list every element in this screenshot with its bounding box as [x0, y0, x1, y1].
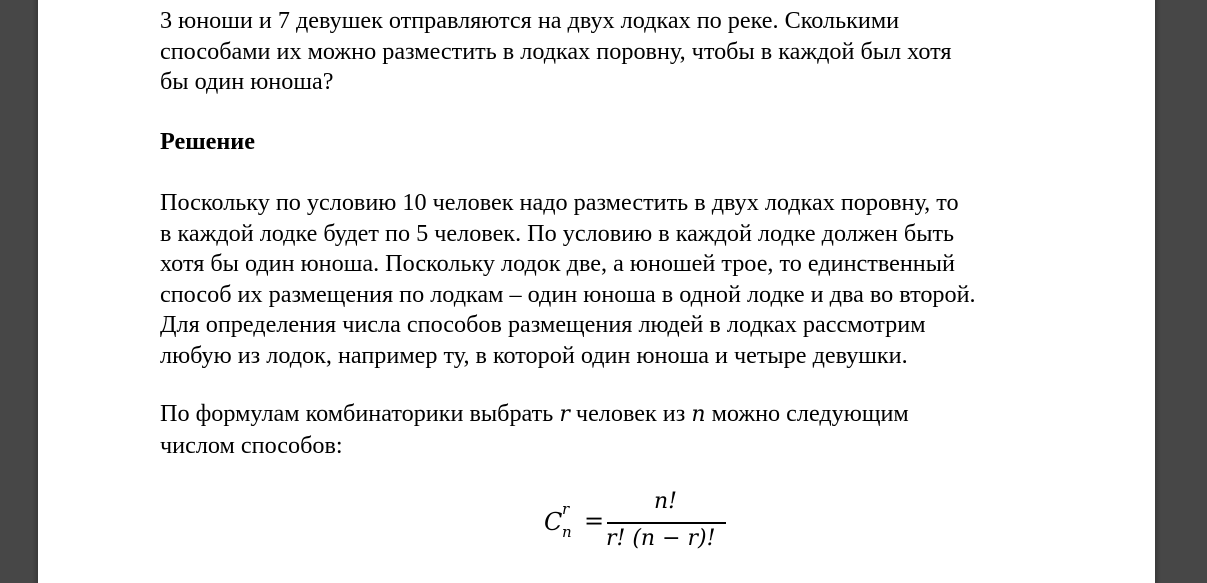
problem-line: 3 юноши и 7 девушек отправляются на двух лодках по реке. Сколькими: [160, 7, 900, 34]
variable-r: r: [559, 402, 570, 427]
left-viewer-margin: [0, 0, 38, 583]
intro-text: человек из: [569, 400, 692, 427]
intro-text: можно следующим: [705, 400, 909, 427]
formula-equals: =: [584, 507, 605, 535]
problem-line: способами их можно разместить в лодках поровну, чтобы в каждой был хотя: [160, 37, 952, 65]
paragraph-line: способ их размещения по лодкам – один юноша в одной лодке и два во второй.: [160, 280, 976, 308]
combination-formula: [544, 489, 744, 559]
formula-numerator: n!: [654, 489, 678, 514]
problem-statement: [160, 6, 1036, 98]
variable-n: n: [691, 402, 706, 427]
right-page-shadow: [1155, 0, 1161, 583]
paragraph-line: Поскольку по условию 10 человек надо разместить в двух лодках поровну, то: [160, 189, 959, 216]
solution-heading: Решение: [160, 128, 255, 155]
problem-line: бы один юноша?: [160, 68, 334, 95]
formula-symbol: C: [544, 508, 563, 536]
intro-text: По формулам комбинаторики выбрать: [160, 400, 560, 427]
paragraph-line: [160, 399, 1036, 431]
right-viewer-margin: [1155, 0, 1207, 583]
formula-superscript: r: [562, 500, 570, 518]
paragraph-line: в каждой лодке будет по 5 человек. По условию в каждой лодке должен быть: [160, 219, 955, 247]
paragraph-line: хотя бы один юноша. Поскольку лодок две, а юношей трое, то единственный: [160, 250, 955, 277]
formula-denominator: r! (n − r)!: [606, 526, 716, 551]
formula-subscript: n: [562, 523, 572, 541]
formula-intro-paragraph: [160, 399, 1036, 461]
fraction-bar: [607, 522, 726, 524]
paragraph-line: Для определения числа способов размещения людей в лодках рассмотрим: [160, 311, 926, 338]
paragraph-line: числом способов:: [160, 431, 343, 459]
paragraph-line: любую из лодок, например ту, в которой один юноша и четыре девушки.: [160, 341, 908, 369]
solution-paragraph: [160, 188, 1036, 371]
